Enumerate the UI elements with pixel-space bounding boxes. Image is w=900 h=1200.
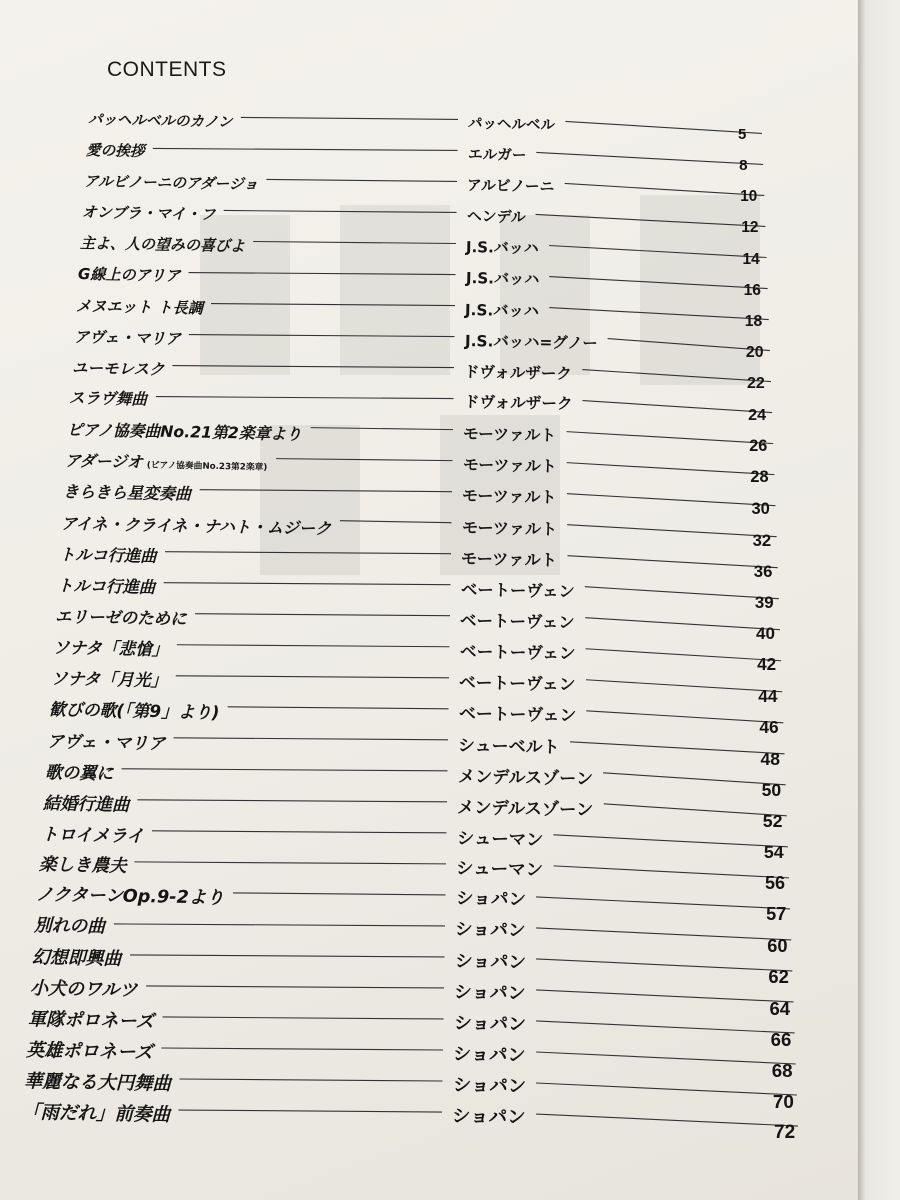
piece-title-text: きらきら星変奏曲: [63, 482, 192, 504]
composer-name: J.S.バッハ: [465, 268, 539, 289]
page-number: 26: [749, 437, 768, 456]
composer-leader-line: [536, 1114, 798, 1126]
piece-title-text: オンブラ・マイ・フ: [81, 202, 216, 224]
piece-title-text: トルコ行進曲: [58, 545, 157, 566]
composer-leader-line: [536, 897, 790, 909]
piece-title: [47, 727, 166, 754]
title-leader-line: [179, 1079, 442, 1081]
composer-name: ショパン: [455, 889, 526, 911]
composer-name: ショパン: [452, 1044, 526, 1067]
title-leader-line: [228, 707, 449, 709]
contents-heading: CONTENTS: [107, 58, 227, 81]
composer-leader-line: [567, 432, 774, 444]
piece-title-text: 結婚行進曲: [42, 793, 130, 816]
composer-name: シューマン: [455, 858, 544, 881]
piece-title-text: 歓びの歌(「第9」より): [48, 698, 220, 723]
piece-title: [53, 634, 169, 660]
adjacent-page-edge: [858, 0, 900, 1200]
title-leader-line: [137, 800, 447, 802]
composer-leader-line: [536, 990, 793, 1002]
piece-title: [40, 820, 143, 847]
piece-title-text: アヴェ・マリア: [73, 327, 181, 348]
piece-title-text: ソナタ「悲愴」: [52, 637, 169, 660]
page-number: 42: [757, 655, 777, 675]
composer-leader-line: [565, 183, 765, 195]
piece-title-text: 歌の翼に: [44, 762, 114, 784]
piece-title-text: 軍隊ポロネーズ: [27, 1009, 155, 1033]
title-leader-line: [176, 676, 449, 678]
page-number: 40: [756, 624, 775, 643]
title-leader-line: [130, 955, 444, 957]
title-leader-line: [122, 769, 448, 771]
page-number: 68: [771, 1059, 793, 1081]
piece-title: [65, 448, 268, 475]
composer-leader-line: [582, 370, 771, 382]
piece-title-text: ソナタ「月光」: [50, 667, 168, 691]
page-number: 10: [740, 188, 758, 206]
page-number: 36: [753, 561, 773, 581]
piece-title-text: 小犬のワルツ: [30, 978, 138, 1002]
composer-name: ベートーヴェン: [459, 641, 576, 664]
piece-title-text: アヴェ・マリア: [46, 731, 166, 755]
piece-title-text: ユーモレスク: [71, 358, 165, 379]
page-number: 16: [743, 281, 761, 299]
composer-name: パッヘルベル: [467, 116, 556, 134]
title-leader-line: [165, 552, 451, 554]
title-leader-line: [152, 831, 447, 833]
piece-title: [71, 356, 164, 380]
piece-title: [42, 789, 129, 816]
page-number: 54: [763, 841, 784, 862]
title-leader-line: [164, 583, 451, 585]
composer-leader-line: [536, 1052, 796, 1064]
page-number: 56: [765, 873, 786, 893]
composer-name: モーツァルト: [461, 518, 557, 540]
title-leader-line: [114, 924, 445, 926]
piece-title: [69, 386, 147, 409]
title-leader-line: [161, 1048, 443, 1050]
title-leader-line: [241, 117, 458, 119]
piece-title: [77, 263, 180, 286]
page-number: 24: [748, 406, 767, 425]
composer-leader-line: [585, 587, 779, 599]
title-leader-line: [340, 521, 452, 523]
title-leader-line: [163, 1017, 444, 1019]
composer-leader-line: [554, 866, 789, 878]
title-leader-line: [146, 986, 444, 988]
page-number: 20: [745, 343, 764, 361]
composer-name: J.S.バッハ: [465, 237, 539, 258]
composer-leader-line: [567, 494, 776, 506]
piece-title: [75, 294, 202, 318]
piece-title: [22, 1098, 170, 1127]
composer-leader-line: [603, 773, 785, 785]
composer-leader-line: [536, 152, 763, 164]
composer-name: モーツァルト: [462, 455, 557, 477]
title-leader-line: [224, 210, 457, 212]
title-leader-line: [134, 862, 446, 864]
page-number: 64: [769, 997, 791, 1019]
page-number: 72: [774, 1122, 796, 1143]
composer-name: モーツァルト: [462, 424, 557, 446]
composer-leader-line: [586, 711, 783, 723]
title-leader-line: [177, 645, 450, 647]
composer-name: ショパン: [454, 920, 526, 942]
composer-leader-line: [567, 463, 775, 475]
piece-title: [82, 201, 216, 225]
composer-leader-line: [549, 308, 768, 320]
piece-title: [34, 912, 105, 938]
composer-leader-line: [536, 928, 791, 940]
piece-title-text: 華麗なる大円舞曲: [23, 1071, 172, 1095]
composer-name: ショパン: [453, 1013, 526, 1036]
piece-title: [63, 479, 191, 504]
piece-title-text: 楽しき農夫: [38, 854, 127, 877]
page-number: 39: [754, 592, 774, 612]
page-number: 18: [744, 312, 763, 330]
page-number: 52: [762, 810, 783, 831]
title-leader-line: [172, 366, 454, 368]
title-leader-line: [233, 893, 445, 895]
composer-name: シューベルト: [457, 735, 560, 758]
piece-title: [84, 170, 259, 194]
page-number: 14: [742, 250, 760, 268]
composer-leader-line: [585, 618, 780, 630]
piece-title-text: アルビノーニのアダージョ: [83, 172, 259, 194]
page-number: 62: [768, 966, 789, 988]
composer-leader-line: [567, 525, 776, 537]
page-number: 60: [767, 935, 788, 957]
piece-title-text: 愛の挨拶: [85, 141, 145, 161]
composer-name: ショパン: [452, 1075, 526, 1098]
piece-title-text: アダージオ: [65, 451, 144, 472]
composer-name: ショパン: [451, 1106, 526, 1129]
composer-leader-line: [586, 649, 782, 661]
title-leader-line: [266, 179, 457, 181]
composer-name: J.S.バッハ=グノー: [464, 331, 598, 353]
piece-title-text: ノクターンOp.9-2より: [36, 885, 225, 910]
page-number: 28: [750, 468, 769, 487]
composer-leader-line: [567, 556, 777, 568]
composer-name: ショパン: [453, 982, 526, 1005]
composer-leader-line: [536, 1021, 795, 1033]
page-number: 30: [751, 499, 770, 518]
composer-leader-line: [553, 835, 787, 847]
composer-name: ベートーヴェン: [458, 702, 576, 726]
composer-name: ドヴォルザーク: [463, 393, 573, 414]
composer-leader-line: [549, 246, 766, 258]
page-number: 32: [752, 530, 772, 550]
piece-title-text: 英雄ポロネーズ: [25, 1040, 154, 1064]
piece-title: [86, 139, 145, 161]
title-leader-line: [178, 1110, 442, 1112]
piece-title: [73, 325, 180, 349]
composer-leader-line: [604, 804, 787, 816]
title-leader-line: [189, 273, 456, 275]
piece-title: [36, 881, 225, 910]
page-number: 12: [741, 219, 759, 237]
composer-leader-line: [565, 121, 762, 133]
piece-title: [59, 541, 157, 567]
piece-title-text: パッヘルベルのカノン: [87, 112, 233, 131]
composer-name: モーツァルト: [461, 486, 557, 508]
composer-name: ベートーヴェン: [460, 580, 575, 602]
page-number: 44: [758, 686, 778, 707]
page-number: 66: [770, 1028, 792, 1050]
title-leader-line: [189, 335, 455, 337]
page-number: 48: [760, 748, 780, 769]
piece-title-text: 別れの曲: [34, 916, 106, 938]
piece-title-text: トルコ行進曲: [56, 576, 156, 597]
piece-title-text: ピアノ協奏曲No.21第2楽章より: [67, 420, 303, 444]
page-number: 46: [759, 717, 779, 738]
piece-title: [44, 758, 113, 784]
composer-leader-line: [536, 959, 792, 971]
title-leader-line: [200, 490, 452, 492]
composer-leader-line: [583, 401, 773, 413]
composer-name: メンデルスゾーン: [457, 766, 593, 790]
title-leader-line: [276, 459, 452, 461]
composer-name: ショパン: [454, 951, 526, 974]
piece-title-text: 「雨だれ」前奏曲: [21, 1102, 171, 1126]
composer-name: モーツァルト: [460, 549, 558, 570]
piece-title: [55, 603, 187, 630]
title-leader-line: [195, 614, 450, 616]
title-leader-line: [311, 428, 453, 430]
piece-title: [26, 1036, 153, 1064]
composer-leader-line: [536, 1083, 797, 1095]
page-number: 5: [738, 126, 747, 143]
piece-title: [28, 1005, 154, 1033]
piece-title-text: 主よ、人の望みの喜びよ: [79, 233, 245, 255]
piece-title: [80, 232, 245, 256]
piece-subtitle: (ピアノ協奏曲No.23第2楽章): [146, 460, 268, 474]
title-leader-line: [211, 304, 455, 306]
composer-name: ヘンデル: [466, 206, 526, 226]
page-number: 70: [772, 1090, 794, 1112]
title-leader-line: [253, 242, 456, 244]
composer-leader-line: [549, 277, 767, 289]
composer-leader-line: [586, 680, 782, 692]
composer-leader-line: [570, 742, 784, 754]
piece-title-text: エリーゼのために: [54, 607, 187, 629]
piece-title-text: メヌエット ト長調: [75, 296, 203, 318]
page-number: 8: [739, 157, 748, 175]
piece-title: [32, 943, 122, 971]
title-leader-line: [153, 148, 458, 150]
piece-title: [88, 108, 233, 132]
title-leader-line: [174, 738, 448, 740]
piece-title-text: スラヴ舞曲: [69, 389, 148, 409]
piece-title: [57, 572, 156, 598]
piece-title-text: 幻想即興曲: [32, 947, 122, 971]
composer-name: J.S.バッハ: [464, 300, 540, 321]
piece-title: [38, 851, 126, 878]
page-number: 50: [761, 779, 782, 800]
composer-name: ドヴォルザーク: [463, 362, 573, 383]
composer-name: アルビノーニ: [466, 176, 555, 196]
piece-title-text: トロイメライ: [40, 824, 144, 847]
composer-name: エルガー: [467, 145, 527, 165]
composer-name: シューマン: [456, 828, 544, 851]
title-leader-line: [156, 397, 454, 399]
piece-title-text: アイネ・クライネ・ナハト・ムジーク: [60, 514, 332, 539]
composer-name: ベートーヴェン: [458, 671, 576, 695]
piece-title: [49, 696, 220, 723]
composer-leader-line: [536, 214, 766, 226]
composer-name: メンデルスゾーン: [456, 797, 594, 821]
composer-name: ベートーヴェン: [459, 611, 575, 633]
page-number: 57: [766, 904, 787, 925]
piece-title: [51, 665, 168, 691]
page-number: 22: [747, 375, 765, 392]
piece-title: [24, 1067, 171, 1096]
piece-title: [30, 974, 138, 1002]
piece-title-text: G線上のアリア: [77, 264, 181, 285]
